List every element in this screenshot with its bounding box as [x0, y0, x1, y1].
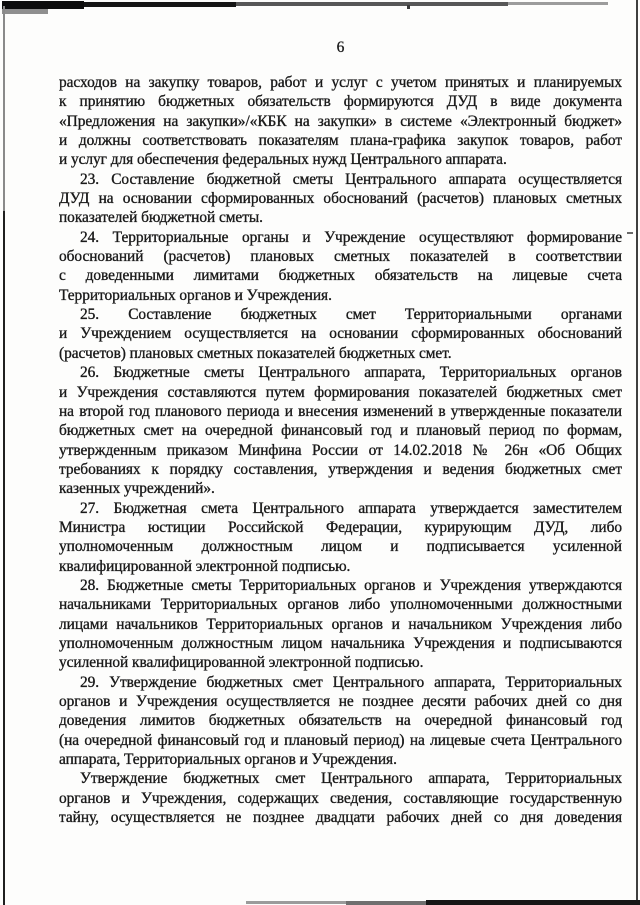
paragraph-3-line-2: обоснований (расчетов) плановых сметных показателей в соответствии	[59, 248, 622, 266]
paragraph-9-line-3: тайну, осуществляется не позднее двадцати рабочих дней со дня доведения	[59, 809, 622, 827]
paragraph-3-line-3: с доведенными лимитами бюджетных обязательств на лицевые счета	[59, 267, 622, 285]
paragraph-9-line-1: Утверждение бюджетных смет Центрального аппарата, Территориальных	[80, 770, 622, 788]
scan-artifact-top-bar-5	[508, 2, 608, 5]
scan-artifact-top-bar-2	[2, 9, 48, 14]
scan-artifact-top-bar-1	[2, 1, 84, 9]
paragraph-8-line-5: аппарата, Территориальных органов и Учреждения.	[59, 751, 397, 769]
paragraph-7-line-5: усиленной квалифицированной электронной подписью.	[59, 654, 424, 672]
paragraph-8-line-3: доведения лимитов бюджетных обязательств на очередной финансовый год	[59, 712, 622, 730]
paragraph-1-line-4: и должны соответствовать показателям плана-графика закупок товаров, работ	[59, 132, 622, 150]
paragraph-5-line-4: бюджетных смет на очередной финансовый год и плановый период по формам,	[59, 422, 622, 440]
paragraph-6-line-1: 27. Бюджетная смета Центрального аппарата утверждается заместителем	[80, 499, 622, 517]
paragraph-6-line-4: квалифицированной электронной подписью.	[59, 557, 351, 575]
scan-artifact-edge-dash	[627, 232, 633, 234]
paragraph-7-line-4: уполномоченным должностным лицом начальника Учреждения и подписываются	[59, 634, 622, 652]
scan-artifact-right-line	[636, 0, 638, 905]
document-body	[59, 73, 622, 827]
paragraph-2-line-3: показателей бюджетной сметы.	[59, 209, 263, 227]
paragraph-9-line-2: органов и Учреждения, содержащих сведения, составляющие государственную	[59, 789, 622, 807]
scan-artifact-top-bar-4	[236, 2, 508, 6]
paragraph-6-line-2: Министра юстиции Российской Федерации, курирующим ДУД, либо	[59, 518, 622, 536]
paragraph-5-line-5: утвержденным приказом Минфина России от 14.02.2018 № 26н «Об Общих	[59, 441, 622, 459]
scan-artifact-top-tick	[407, 5, 410, 9]
scan-artifact-left-line-upper	[3, 6, 5, 211]
paragraph-5-line-7: казенных учреждений».	[59, 480, 215, 498]
paragraph-5-line-6: требованиях к порядку составления, утверждения и ведения бюджетных смет	[59, 460, 622, 478]
paragraph-1-line-3: «Предложения на закупки»/«КБК на закупки» в системе «Электронный бюджет»	[59, 112, 622, 130]
paragraph-4-line-2: и Учреждением осуществляется на основании сформированных обоснований	[59, 325, 622, 343]
page-number: 6	[336, 39, 345, 56]
paragraph-8-line-1: 29. Утверждение бюджетных смет Центрального аппарата, Территориальных	[80, 673, 622, 691]
paragraph-2-line-1: 23. Составление бюджетной сметы Центрального аппарата осуществляется	[80, 170, 622, 188]
scan-artifact-bottom-bar-3	[426, 900, 640, 905]
paragraph-5-line-1: 26. Бюджетные сметы Центрального аппарата, Территориальных органов	[80, 364, 622, 382]
paragraph-8-line-2: органов и Учреждения осуществляется не позднее десяти рабочих дней со дня	[59, 693, 622, 710]
paragraph-3-line-4: Территориальных органов и Учреждения.	[59, 286, 332, 304]
paragraph-8-line-4: (на очередной финансовый год и плановый период) на лицевые счета Центрального	[59, 731, 622, 749]
paragraph-1-line-5: и услуг для обеспечения федеральных нужд Центрального аппарата.	[59, 151, 507, 169]
paragraph-1-line-2: к принятию бюджетных обязательств формируются ДУД в виде документа	[59, 93, 622, 111]
paragraph-5-line-3: на второй год планового периода и внесения изменений в утвержденные показатели	[59, 402, 622, 420]
paragraph-1-line-1: расходов на закупку товаров, работ и услуг с учетом принятых и планируемых	[59, 74, 622, 91]
paragraph-4-line-3: (расчетов) плановых сметных показателей бюджетных смет.	[59, 344, 452, 362]
paragraph-4-line-1: 25. Составление бюджетных смет Территориальными органами	[80, 306, 622, 324]
scan-artifact-left-line-lower	[3, 211, 5, 905]
scan-artifact-bottom-bar-2	[346, 901, 426, 905]
paragraph-7-line-2: начальниками Территориальных органов либо уполномоченными должностными	[59, 596, 622, 614]
paragraph-2-line-2: ДУД на основании сформированных обоснований (расчетов) плановых сметных	[59, 190, 622, 208]
paragraph-6-line-3: уполномоченным должностным лицом и подписывается усиленной	[59, 538, 622, 556]
paragraph-7-line-1: 28. Бюджетные сметы Территориальных органов и Учреждения утверждаются	[80, 576, 622, 594]
paragraph-3-line-1: 24. Территориальные органы и Учреждение осуществляют формирование	[80, 228, 622, 246]
paragraph-5-line-2: и Учреждения составляются путем формирования показателей бюджетных смет	[59, 383, 622, 401]
paragraph-7-line-3: лицами начальников Территориальных органов и начальником Учреждения либо	[59, 615, 622, 633]
scan-artifact-top-bar-3	[84, 2, 236, 7]
scan-artifact-bottom-bar-1	[246, 901, 346, 904]
